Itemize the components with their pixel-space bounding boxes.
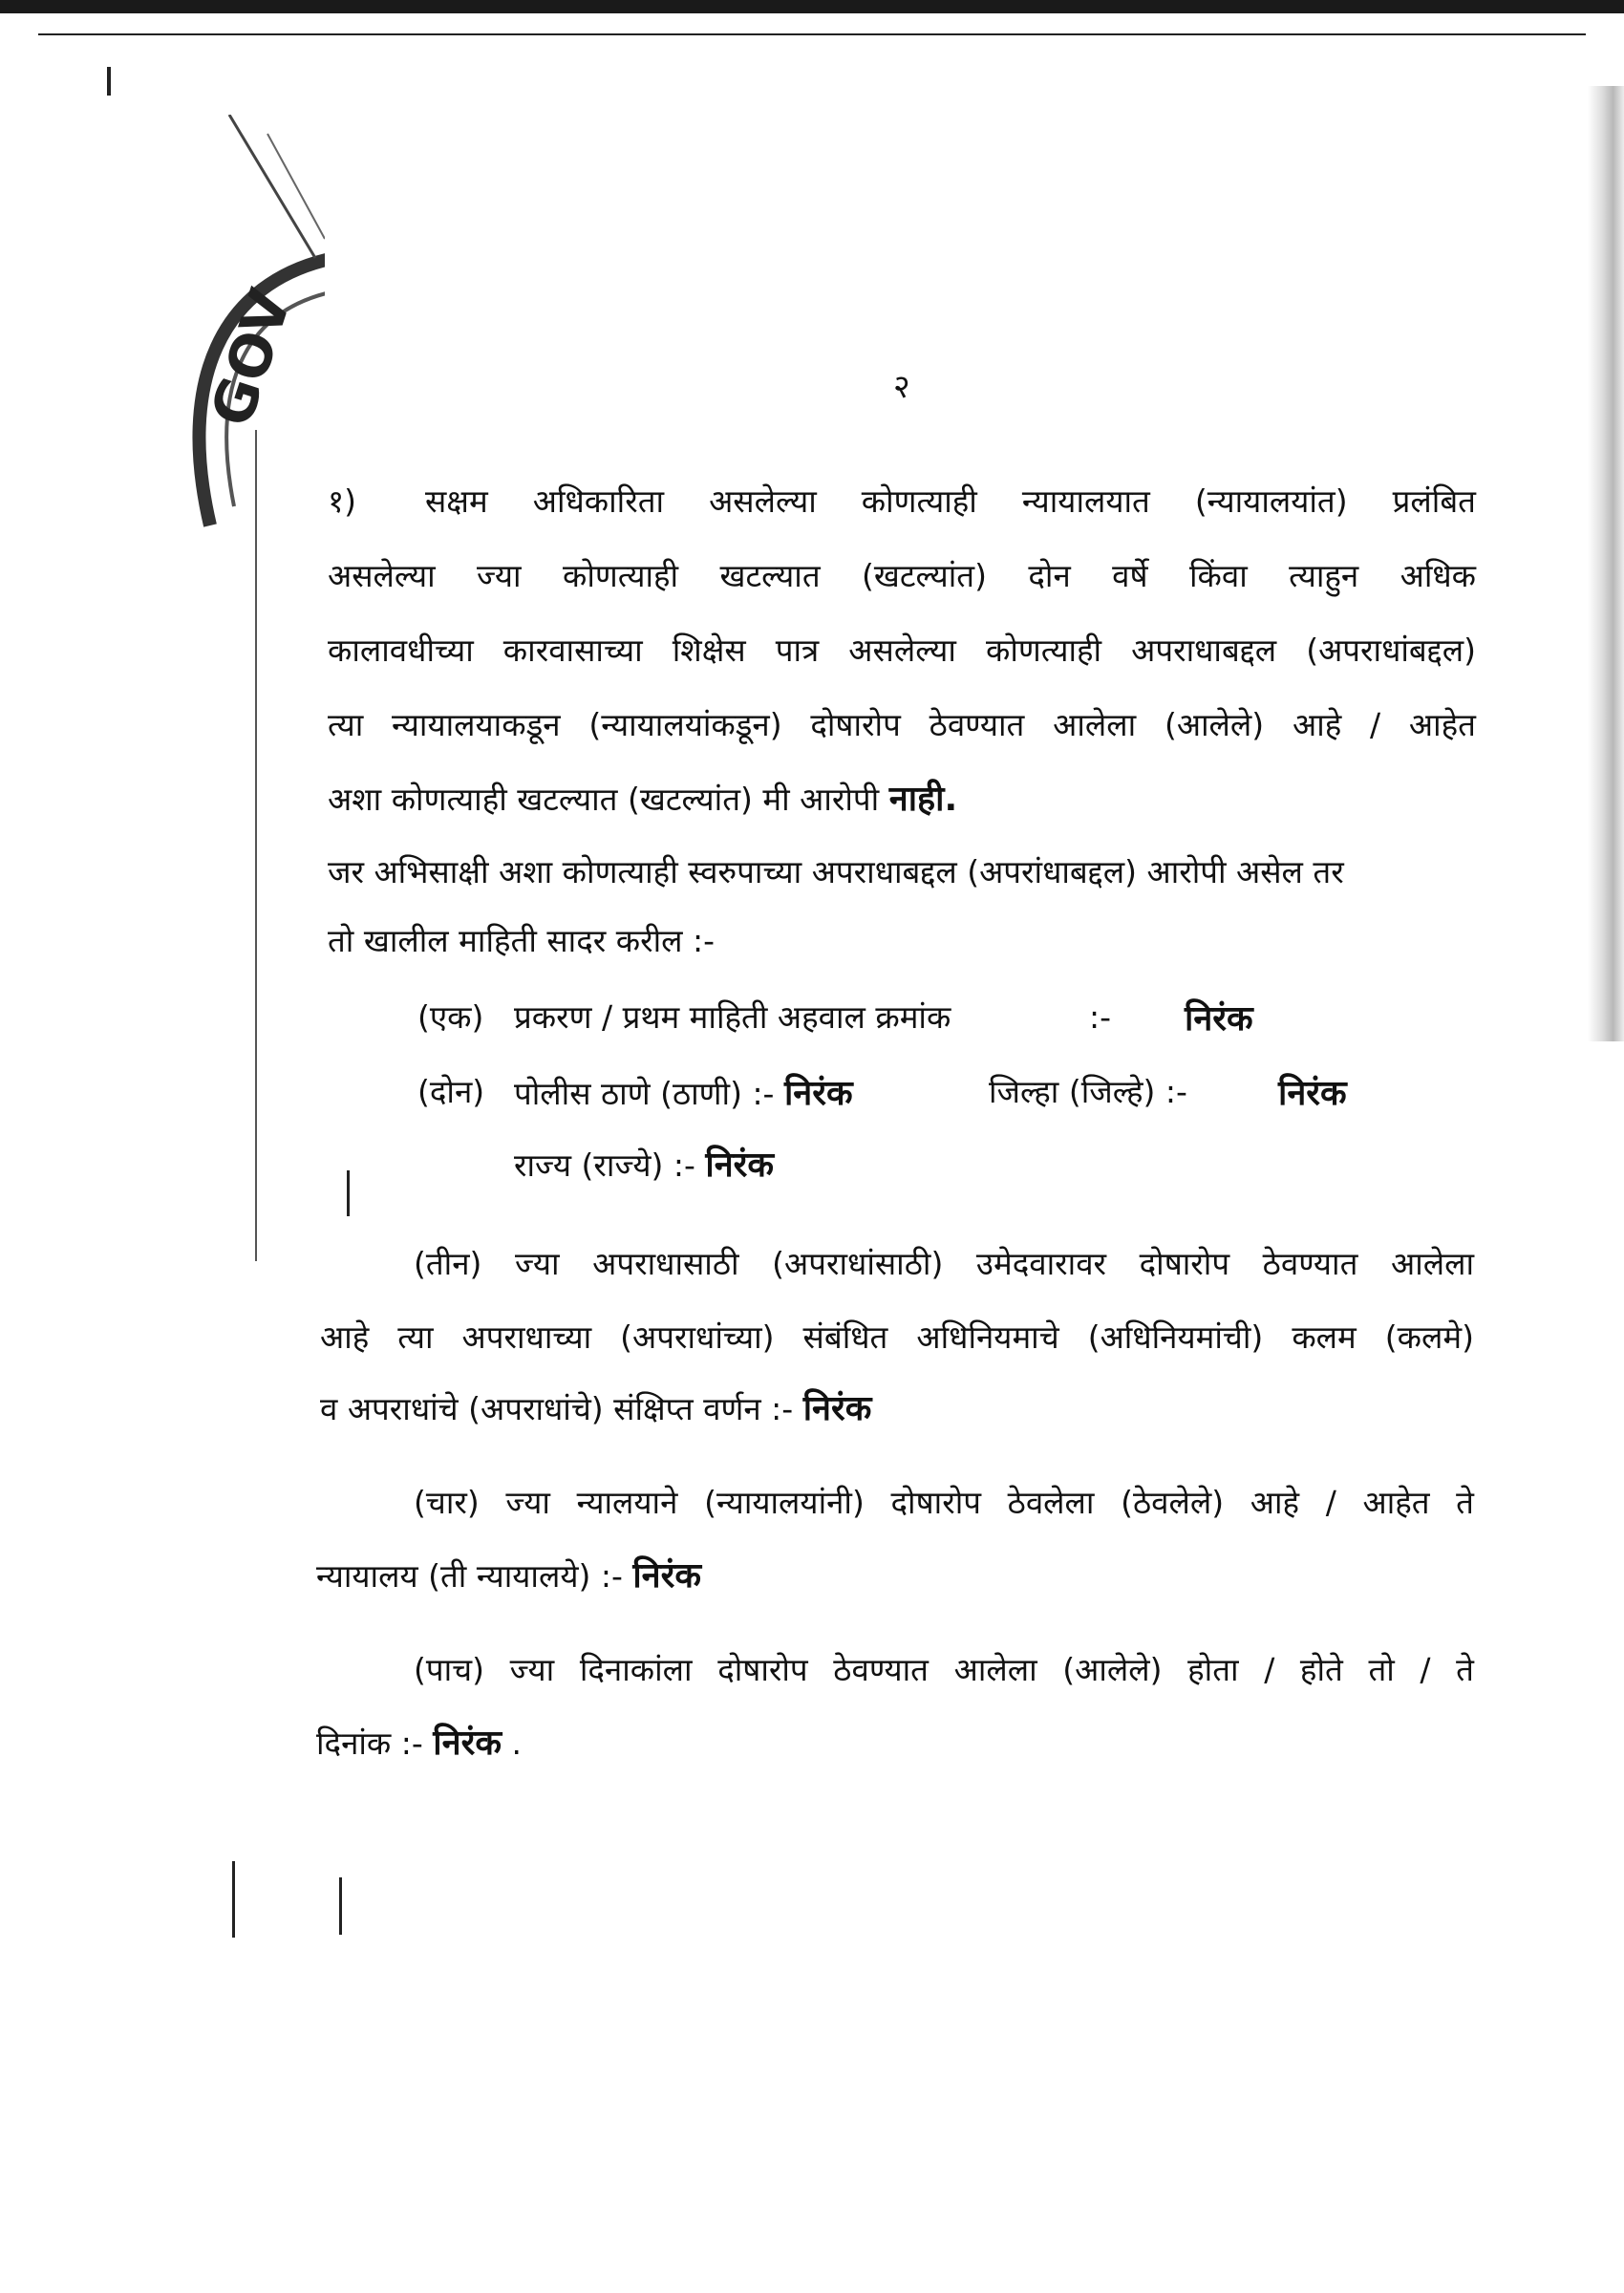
item-pach-line-2	[316, 1723, 522, 1764]
para1-last-text: अशा कोणत्याही खटल्यात (खटल्यांत) मी आरोपी	[328, 781, 880, 818]
police-station-value: निरंक	[783, 1074, 853, 1113]
margin-mark	[347, 1170, 350, 1216]
item-teen-value: निरंक	[802, 1389, 872, 1428]
item-don-police	[514, 1073, 853, 1114]
intro-line-2: तो खालील माहिती सादर करील :-	[328, 922, 716, 959]
margin-mark	[232, 1861, 235, 1938]
page-number: २	[893, 368, 910, 406]
header-rule	[38, 33, 1586, 35]
item-char-line-1: (चार) ज्या न्यालयाने (न्यायालयांनी) दोषारोप ठेवलेला (ठेवलेले) आहे / आहेत ते	[414, 1484, 1474, 1521]
item-pach-value: निरंक	[433, 1724, 502, 1763]
margin-mark	[339, 1877, 342, 1935]
item-ek-label: (एक)	[417, 998, 484, 1036]
item-don-state	[514, 1145, 774, 1186]
para1-number: १)	[328, 482, 357, 520]
item-don-label: (दोन)	[417, 1073, 485, 1110]
para1-answer: नाही.	[888, 780, 958, 819]
item-ek-separator: :-	[1089, 998, 1112, 1036]
scan-right-edge	[1588, 86, 1624, 1041]
district-value: निरंक	[1278, 1074, 1347, 1113]
margin-mark	[107, 67, 111, 96]
item-pach-line-1: (पाच) ज्या दिनाकांला दोषारोप ठेवण्यात आलेला (आलेले) होता / होते तो / ते	[414, 1651, 1474, 1688]
seal-text: GOV	[198, 282, 306, 435]
item-teen-line-2: आहे त्या अपराधाच्या (अपराधांच्या) संबंधित अधिनियमाचे (अधिनियमांची) कलम (कलमे)	[320, 1318, 1474, 1356]
para1-line-2: असलेल्या ज्या कोणत्याही खटल्यात (खटल्यांत) दोन वर्षे किंवा त्याहुन अधिक	[328, 557, 1476, 594]
item-teen-line-1: (तीन) ज्या अपराधासाठी (अपराधांसाठी) उमेदवारावर दोषारोप ठेवण्यात आलेला	[414, 1245, 1474, 1282]
state-value: निरंक	[705, 1146, 775, 1185]
district-label: जिल्हा (जिल्हे) :-	[989, 1073, 1187, 1110]
scan-top-edge	[0, 0, 1624, 13]
official-seal-stamp	[86, 115, 325, 573]
state-label: राज्य (राज्ये) :-	[514, 1146, 695, 1184]
item-teen-line-3	[320, 1388, 871, 1429]
para1-line-4: त्या न्यायालयाकडून (न्यायालयांकडून) दोषारोप ठेवण्यात आलेला (आलेले) आहे / आहेत	[328, 706, 1476, 743]
item-pach-suffix: .	[511, 1725, 522, 1762]
item-ek-value: निरंक	[1185, 999, 1253, 1039]
police-station-label: पोलीस ठाणे (ठाणी) :-	[514, 1075, 775, 1112]
para1-line-3: कालावधीच्या कारवासाच्या शिक्षेस पात्र असलेल्या कोणत्याही अपराधाबद्दल (अपराधांबद्दल)	[328, 632, 1476, 669]
item-char-text: न्यायालय (ती न्यायालये) :-	[316, 1557, 623, 1595]
para1-line-1: सक्षम अधिकारिता असलेल्या कोणत्याही न्यायालयात (न्यायालयांत) प्रलंबित	[425, 482, 1476, 520]
intro-line-1: जर अभिसाक्षी अशा कोणत्याही स्वरुपाच्या अपराधाबद्दल (अपरांधाबद्दल) आरोपी असेल तर	[328, 853, 1344, 890]
item-teen-text: व अपराधांचे (अपराधांचे) संक्षिप्त वर्णन :-	[320, 1390, 794, 1427]
item-pach-text: दिनांक :-	[316, 1725, 423, 1762]
para1-line-5	[328, 779, 957, 820]
item-ek-text: प्रकरण / प्रथम माहिती अहवाल क्रमांक	[514, 998, 951, 1036]
item-char-value: निरंक	[632, 1556, 702, 1596]
item-char-line-2	[316, 1555, 701, 1597]
